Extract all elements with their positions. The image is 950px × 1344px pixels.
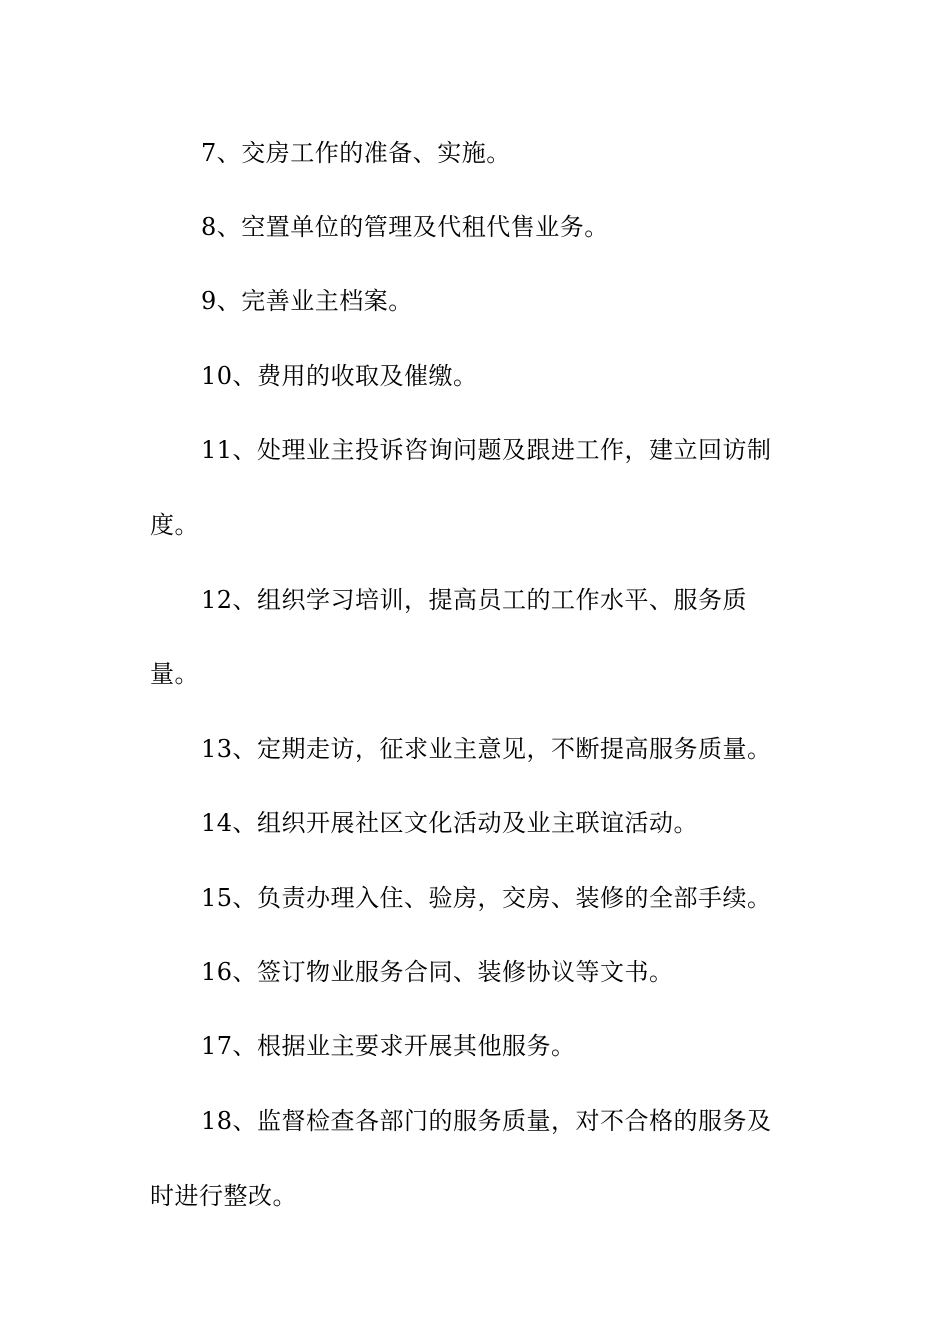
- list-item-16: 16、签订物业服务合同、装修协议等文书。: [201, 958, 674, 986]
- list-item-12-continued: 量。: [150, 660, 199, 688]
- list-item-11: 11、处理业主投诉咨询问题及跟进工作，建立回访制: [201, 436, 772, 464]
- list-item-18-continued: 时进行整改。: [150, 1182, 297, 1210]
- list-item-15: 15、负责办理入住、验房，交房、装修的全部手续。: [201, 884, 772, 912]
- list-item-8: 8、空置单位的管理及代租代售业务。: [201, 213, 609, 241]
- list-item-11-continued: 度。: [150, 511, 199, 539]
- list-item-14: 14、组织开展社区文化活动及业主联谊活动。: [201, 809, 699, 837]
- list-item-10: 10、费用的收取及催缴。: [201, 362, 478, 390]
- list-item-18: 18、监督检查各部门的服务质量，对不合格的服务及: [201, 1107, 772, 1135]
- list-item-12: 12、组织学习培训，提高员工的工作水平、服务质: [201, 586, 748, 614]
- list-item-17: 17、根据业主要求开展其他服务。: [201, 1032, 576, 1060]
- list-item-7: 7、交房工作的准备、实施。: [201, 139, 511, 167]
- list-item-9: 9、完善业主档案。: [201, 287, 413, 315]
- list-item-13: 13、定期走访，征求业主意见，不断提高服务质量。: [201, 735, 772, 763]
